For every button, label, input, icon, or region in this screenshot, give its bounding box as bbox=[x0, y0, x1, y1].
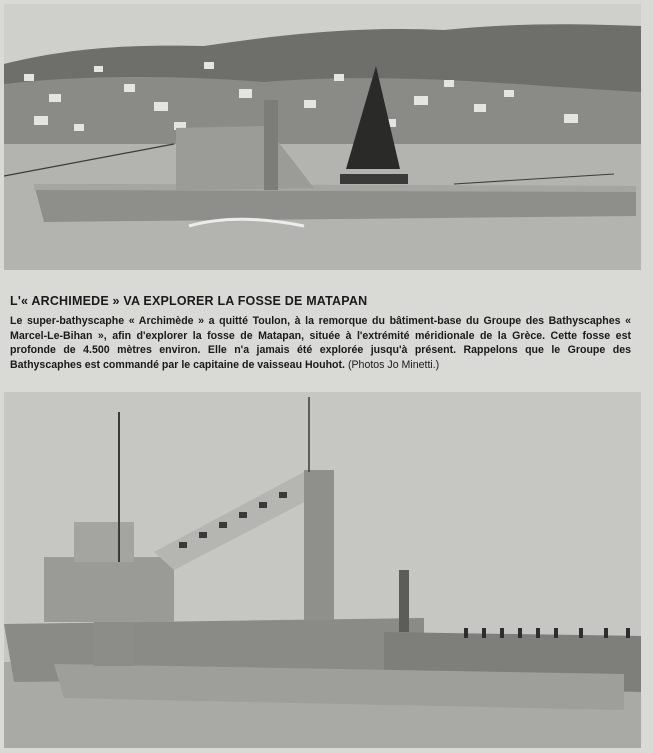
bathyscaphe-photo-illustration bbox=[4, 4, 641, 270]
photo-support-ship-with-bathyscaphe bbox=[4, 392, 641, 748]
article-caption bbox=[10, 294, 631, 372]
article-body bbox=[10, 314, 631, 372]
photo-bathyscaphe-under-tow bbox=[4, 4, 641, 270]
article-headline: L'« ARCHIMEDE » VA EXPLORER LA FOSSE DE MATAPAN bbox=[10, 294, 368, 308]
article-body-text: Le super-bathyscaphe « Archimède » a quitté Toulon, à la remorque du bâtiment-base du Groupe des Bathyscaphes « Marcel-Le-Bihan », afin d'explorer la fosse de Matapan, située à l'extrémité méridionale de la Grèce. Cette fosse est profonde de 4.500 mètres environ. Elle n'a jamais été explorée jusqu'à présent. Rappelons que le Groupe des Bathyscaphes est commandé par le capitaine de vaisseau Houhot. bbox=[10, 315, 631, 371]
support-ship-photo-illustration bbox=[4, 392, 641, 748]
photo-credit: (Photos Jo Minetti.) bbox=[347, 358, 440, 371]
